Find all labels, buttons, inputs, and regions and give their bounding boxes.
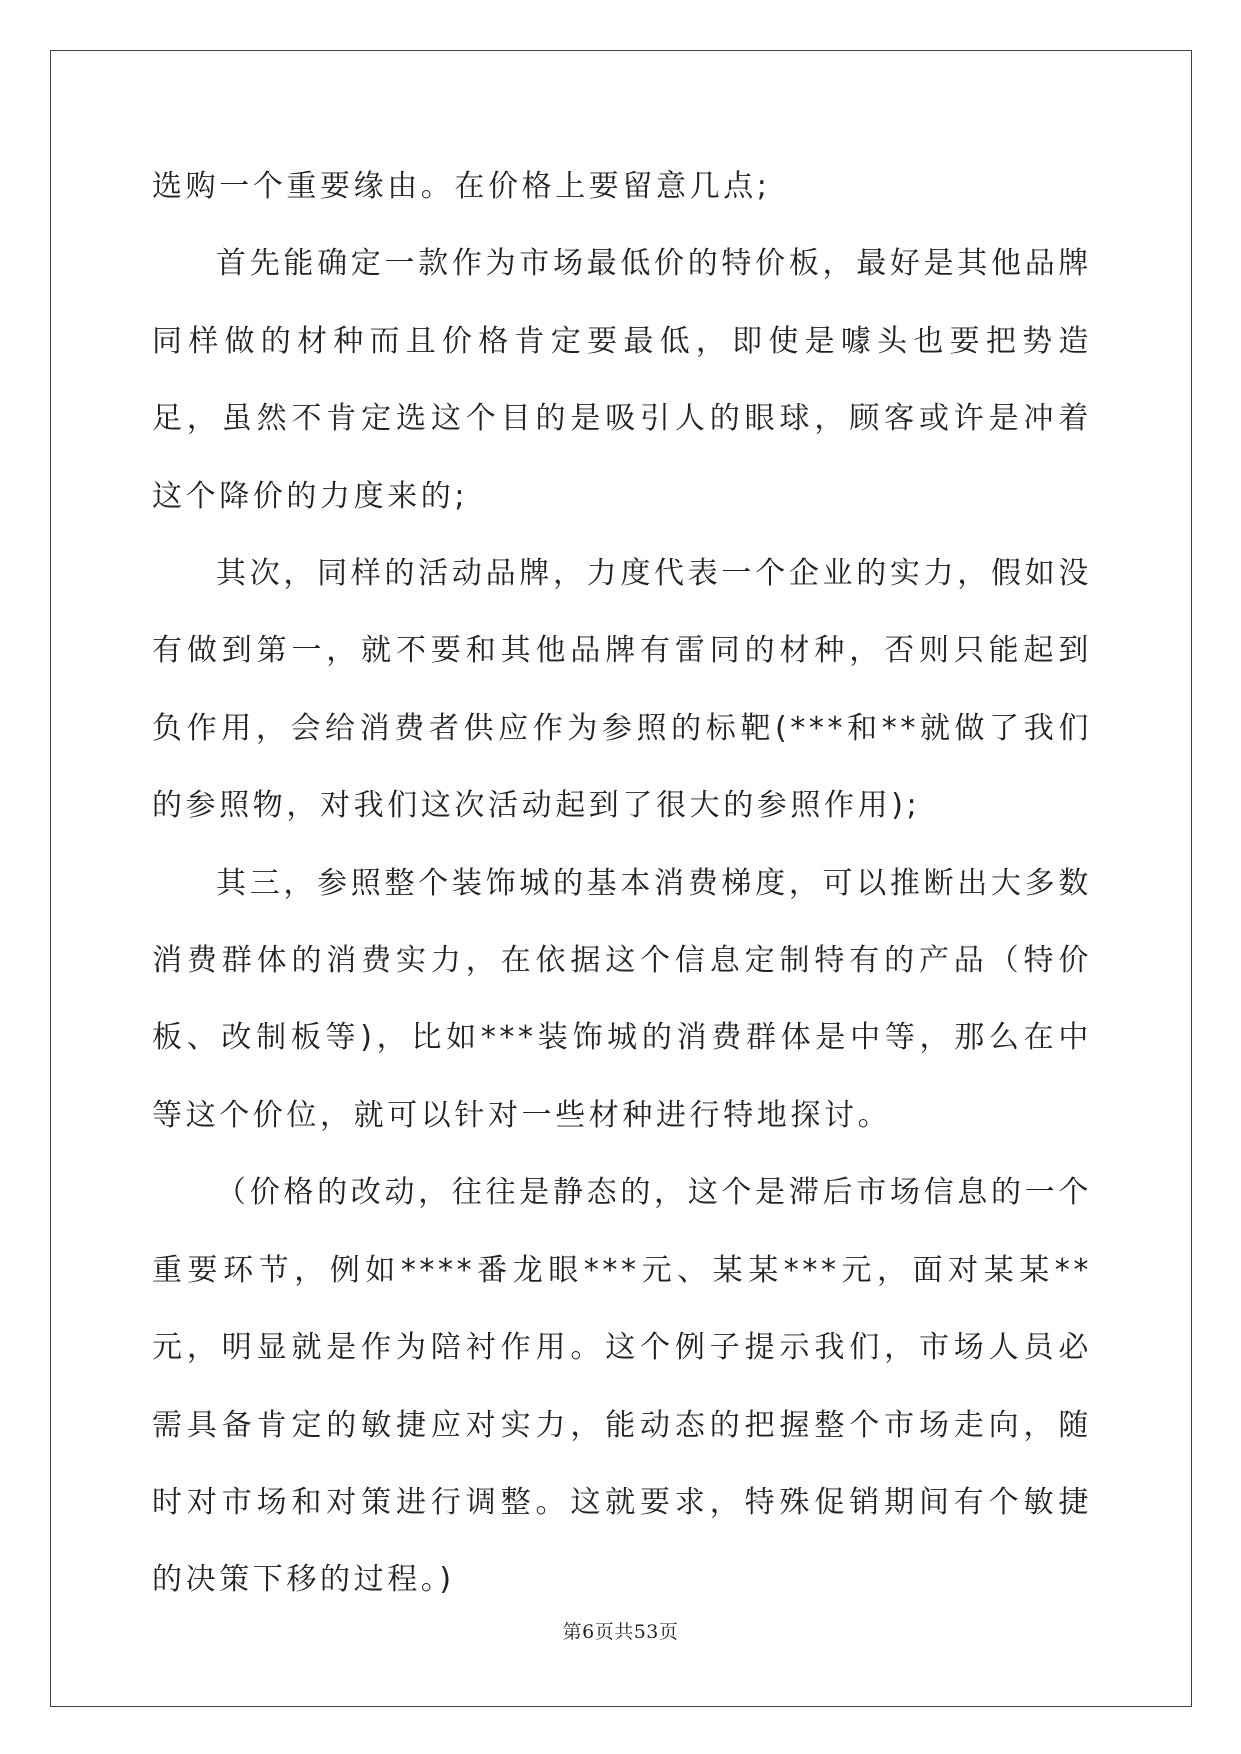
document-body — [152, 148, 1092, 1619]
page-number: 第6页 — [562, 1621, 615, 1643]
paragraph-2: 首先能确定一款作为市场最低价的特价板，最好是其他品牌同样做的材种而且价格肯定要最低，即使是噱头也要把势造足，虽然不肯定选这个目的是吸引人的眼球，顾客或许是冲着这个降价的力度来的; — [152, 246, 1092, 514]
paragraph-1: 选购一个重要缘由。在价格上要留意几点; — [152, 169, 771, 204]
page-footer — [0, 1617, 1241, 1644]
paragraph-3: 其次，同样的活动品牌，力度代表一个企业的实力，假如没有做到第一，就不要和其他品牌有雷同的材种，否则只能起到负作用，会给消费者供应作为参照的标靶(***和**就做了我们的参照物，对我们这次活动起到了很大的参照作用); — [152, 556, 1092, 824]
paragraph-4: 其三，参照整个装饰城的基本消费梯度，可以推断出大多数消费群体的消费实力，在依据这个信息定制特有的产品（特价板、改制板等)，比如***装饰城的消费群体是中等，那么在中等这个价位，就可以针对一些材种进行特地探讨。 — [152, 865, 1092, 1133]
page-total: 共53页 — [614, 1621, 679, 1643]
paragraph-5: （价格的改动，往往是静态的，这个是滞后市场信息的一个重要环节，例如****番龙眼***元、某某***元，面对某某**元，明显就是作为陪衬作用。这个例子提示我们，市场人员必需具备肯定的敏捷应对实力，能动态的把握整个市场走向，随时对市场和对策进行调整。这就要求，特殊促销期间有个敏捷的决策下移的过程。) — [152, 1175, 1092, 1598]
